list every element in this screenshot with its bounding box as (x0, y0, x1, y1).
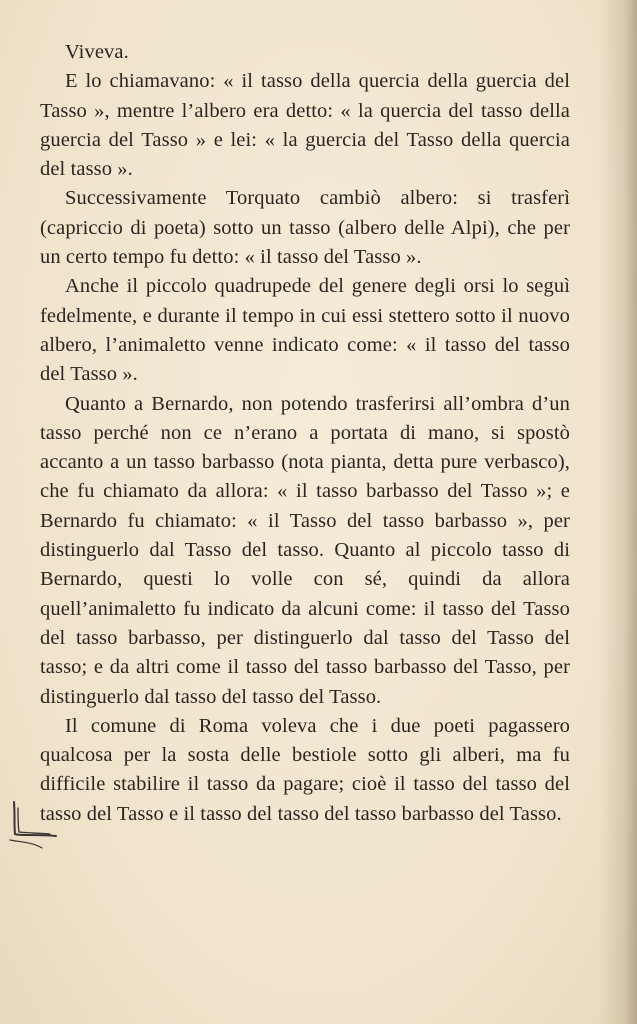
pencil-corner-mark-icon (6, 800, 66, 860)
page-text (40, 38, 570, 829)
paragraph: Viveva. (65, 41, 129, 63)
paragraph: Anche il piccolo quadrupede del genere degli orsi lo seguì fedelmente, e durante il tempo in cui essi stettero sotto il nuovo albero, l’animaletto venne indicato come: « il tasso del tasso del Tasso ». (40, 275, 570, 386)
paragraph: Quanto a Bernardo, non potendo trasferirsi all’ombra d’un tasso perché non ce n’erano a portata di mano, si spostò accanto a un tasso barbasso (nota pianta, detta pure verbasco), che fu chiamato da allora: « il tasso barbasso del Tasso »; e Bernardo fu chiamato: « il Tasso del tasso barbasso », per distinguerlo dal Tasso del tasso. Quanto al piccolo tasso di Bernardo, questi lo volle con sé, quindi da allora quell’animaletto fu indicato da alcuni come: il tasso del Tasso del tasso barbasso, per distinguerlo dal tasso del Tasso del tasso; e da altri come il tasso del tasso barbasso del Tasso, per distinguerlo dal tasso del tasso del Tasso. (40, 392, 570, 708)
paragraph: E lo chiamavano: « il tasso della quercia della guercia del Tasso », mentre l’albero era detto: « la quercia del tasso della guercia del Tasso » e lei: « la guercia del Tasso della quercia del tasso ». (40, 70, 570, 181)
paragraph: Successivamente Torquato cambiò albero: si trasferì (capriccio di poeta) sotto un tasso (albero delle Alpi), che per un certo tempo fu detto: « il tasso del Tasso ». (40, 187, 570, 269)
paragraph: Il comune di Roma voleva che i due poeti pagassero qualcosa per la sosta delle bestiole sotto gli alberi, ma fu difficile stabilire il tasso da pagare; cioè il tasso del tasso del tasso del Tasso e il tasso del tasso del tasso barbasso del Tasso. (40, 714, 570, 825)
